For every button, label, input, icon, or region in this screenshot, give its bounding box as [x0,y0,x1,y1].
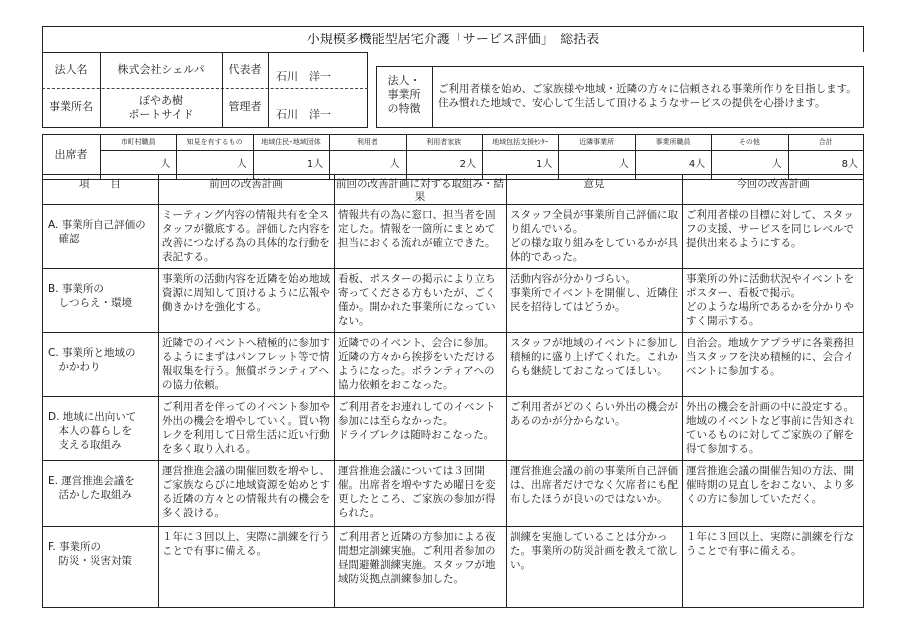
row-item: C. 事業所と地域の かかわり [48,347,136,373]
attendee-count: 8人 [841,159,858,170]
row-next-plan: 外出の機会を計画の中に設定する。地域のイベントなど事前に告知されているものに対してご家族の了解を得て参加する。 [686,401,854,455]
row-prev-plan: ご利用者を伴ってのイベント参加や外出の機会を増やしていく。買い物レクを利用して日常生活に近い行動を多く取り入れる。 [162,401,330,455]
row-opinion: ご利用者がどのくらい外出の機会があるのかが分からない。 [510,401,678,427]
attendees-label: 出席者 [54,148,88,161]
row-result: 看板、ポスターの掲示により立ち寄ってくださる方もいたが、ごく僅か。開かれた事業所になっていない。 [338,273,496,327]
attendee-category-label: 地域包括支援ｾﾝﾀｰ [492,138,549,146]
row-prev-plan: ミーティング内容の情報共有を全スタッフが徹底する。評価した内容を改善につなげる為の具体的な行動を表記する。 [162,209,330,263]
row-result: 運営推進会議については３回開催。出席者を増やすため曜日を変更したところ、ご家族の参加が得られた。 [338,465,496,519]
header-item: 項 目 [79,178,121,190]
attendee-count: 4人 [688,159,706,170]
attendee-category-label: 合計 [818,138,833,146]
attendee-count: 人 [236,159,247,170]
attendee-count: 2人 [459,159,476,170]
row-opinion: スタッフ全員が事業所自己評価に取り組んでいる。 どの様な取り組みをしているかが具体的であった。 [510,209,678,263]
rep-value: 石川 洋一 [276,70,331,83]
office-label: 事業所名 [49,100,93,113]
attendee-category-label: 知見を有するもの [186,138,243,146]
rep-label: 代表者 [228,63,262,76]
row-opinion: 運営推進会議の前の事業所自己評価は、出席者だけでなく欠席者にも配布したほうが良いのではないか。 [510,465,678,505]
attendee-category-label: 市町村職員 [120,138,156,146]
attendee-count: 人 [160,159,171,170]
row-opinion: 活動内容が分かりづらい。 事業所でイベントを開催し、近隣住民を招待してはどうか。 [510,273,678,313]
office-value: ぽやあ樹 ポートサイド [128,94,194,121]
header-next-plan: 今回の改善計画 [736,178,810,190]
row-item: E. 運営推進会議を 活かした取組み [48,475,135,501]
attendee-category-label: 地域住民･地域団体 [261,138,321,146]
corp-value: 株式会社シェルパ [117,63,205,76]
page-title: 小規模多機能型居宅介護「サービス評価」 総括表 [306,33,600,47]
header-prev-plan: 前回の改善計画 [209,178,283,190]
attendee-category-label: 利用者家族 [426,138,462,146]
row-prev-plan: 運営推進会議の開催回数を増やし、ご家族ならびに地域資源を始めとする近隣の方々との情報共有の機会を多く設ける。 [162,465,330,519]
corp-label: 法人名 [54,63,88,76]
feature-text: ご利用者様を始め、ご家族様や地域・近隣の方々に信頼される事業所作りを目指します。 住み慣れた地域で、安心して生活して頂けるようなサービスの提供を心掛けます。 [438,83,857,109]
row-result: 近隣でのイベント、会合に参加。近隣の方々から挨拶をいただけるようになった。ボランティアへの協力依頼をおこなった。 [338,337,496,391]
mgr-label: 管理者 [228,100,262,113]
attendee-category-label: その他 [738,138,760,146]
row-next-plan: 運営推進会議の開催告知の方法、開催時期の見直しをおこない、より多くの方に参加していただく。 [686,465,854,505]
row-next-plan: ご利用者様の目標に対して、スタッフの支援、サービスを同じレベルで提供出来るようにする。 [686,209,854,249]
row-next-plan: 事業所の外に活動状況やイベントをポスター、看板で掲示。 どのような場所であるかを分かりやすく開示する。 [686,273,854,327]
header-result: 前回の改善計画に対する取組み・結果 [336,178,504,203]
row-item: D. 地域に出向いて 本人の暮らしを 支える取組み [48,411,137,451]
attendee-category-label: 事業所職員 [655,138,691,146]
row-result: ご利用者をお連れしてのイベント参加には至らなかった。 ドライブレクは随時おこなった。 [338,401,496,441]
row-item: F. 事業所の 防災・災害対策 [48,541,132,567]
row-prev-plan: １年に３回以上、実際に訓練を行うことで有事に備える。 [162,531,330,557]
attendee-count: 1人 [536,159,553,170]
feature-label: 法人・ 事業所 の特徴 [387,74,421,115]
row-result: ご利用者と近隣の方参加による夜間想定訓練実施。ご利用者参加の昼間避難訓練実施。スタッフが地域防災拠点訓練参加した。 [338,531,496,585]
row-next-plan: １年に３回以上、実際に訓練を行なうことで有事に備える。 [686,531,854,557]
row-opinion: 訓練を実施していることは分かった。事業所の防災計画を教えて欲しい。 [510,531,678,571]
attendee-count: 人 [389,159,400,170]
attendee-category-label: 利用者 [356,138,378,146]
mgr-value: 石川 洋一 [276,108,331,121]
row-item: A. 事業所自己評価の 確認 [48,219,146,245]
row-result: 情報共有の為に窓口、担当者を固定した。情報を一箇所にまとめて担当におくる流れが確立できた。 [338,209,496,249]
attendee-category-label: 近隣事業所 [579,138,615,146]
header-opinion: 意見 [583,178,605,190]
row-prev-plan: 事業所の活動内容を近隣を始め地域資源に周知して頂けるように広報や働きかけを強化する。 [162,273,330,313]
row-opinion: スタッフが地域のイベントに参加し積極的に盛り上げてくれた。これからも継続しておこなってほしい。 [510,337,678,377]
attendee-count: 人 [618,159,629,170]
row-item: B. 事業所の しつらえ・環境 [48,283,132,309]
row-prev-plan: 近隣でのイベントへ積極的に参加するようにまずはパンフレット等で情報収集を行う。無償ボランティアへの協力依頼。 [162,337,330,391]
row-next-plan: 自治会。地域ケアプラザに各業務担当スタッフを決め積極的に、会合イベントに参加する。 [686,337,854,377]
attendee-count: 1人 [306,159,324,170]
attendee-count: 人 [771,159,782,170]
